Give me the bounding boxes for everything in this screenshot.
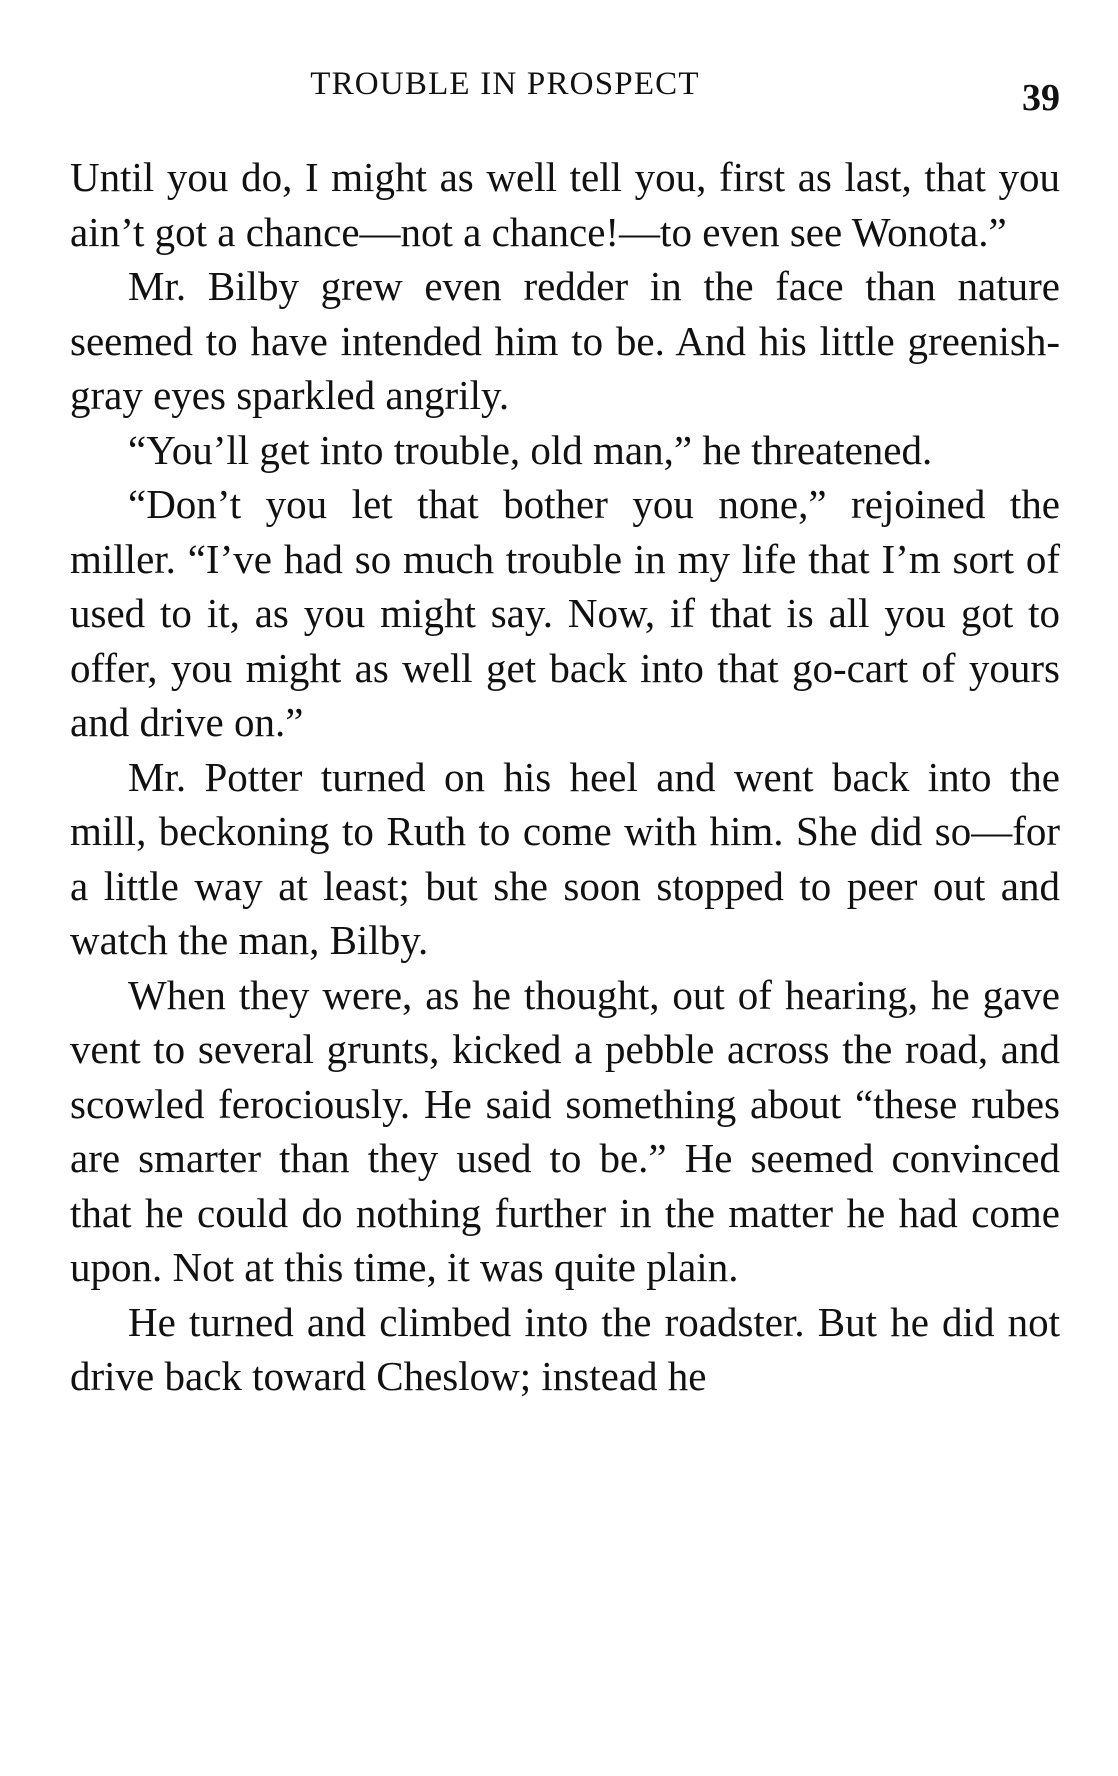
page-number: 39 [1022,77,1060,119]
paragraph: Mr. Bilby grew even redder in the face than nature seemed to have intended him to be. And his little greenish-gray eyes sparkled angrily. [70,263,1060,418]
paragraph: “Don’t you let that bother you none,” rejoined the miller. “I’ve had so much trouble in my life that I’m sort of used to it, as you might say. Now, if that is all you got to offer, you might as well get back into that go-cart of yours and drive on.” [70,481,1060,745]
paragraph: “You’ll get into trouble, old man,” he threatened. [128,426,933,473]
paragraph: When they were, as he thought, out of hearing, he gave vent to several grunts, kicked a pebble across the road, and scowled ferociously. He said something about “these rubes are smarter than they used to be.” He seemed convinced that he could do nothing further in the matter he had come upon. Not at this time, it was quite plain. [70,971,1060,1290]
paragraph: He turned and climbed into the roadster. But he did not drive back toward Cheslow; instead he [70,1298,1060,1399]
paragraph-continuation: Until you do, I might as well tell you, first as last, that you ain’t got a chance—not a chance!—to even see Wonota.” [70,154,1060,255]
running-head [70,66,1060,119]
running-title: TROUBLE IN PROSPECT [310,66,700,102]
paragraph: Mr. Potter turned on his heel and went back into the mill, beckoning to Ruth to come with him. She did so—for a little way at least; but she soon stopped to peer out and watch the man, Bilby. [70,753,1060,963]
body-text [70,150,1060,1404]
